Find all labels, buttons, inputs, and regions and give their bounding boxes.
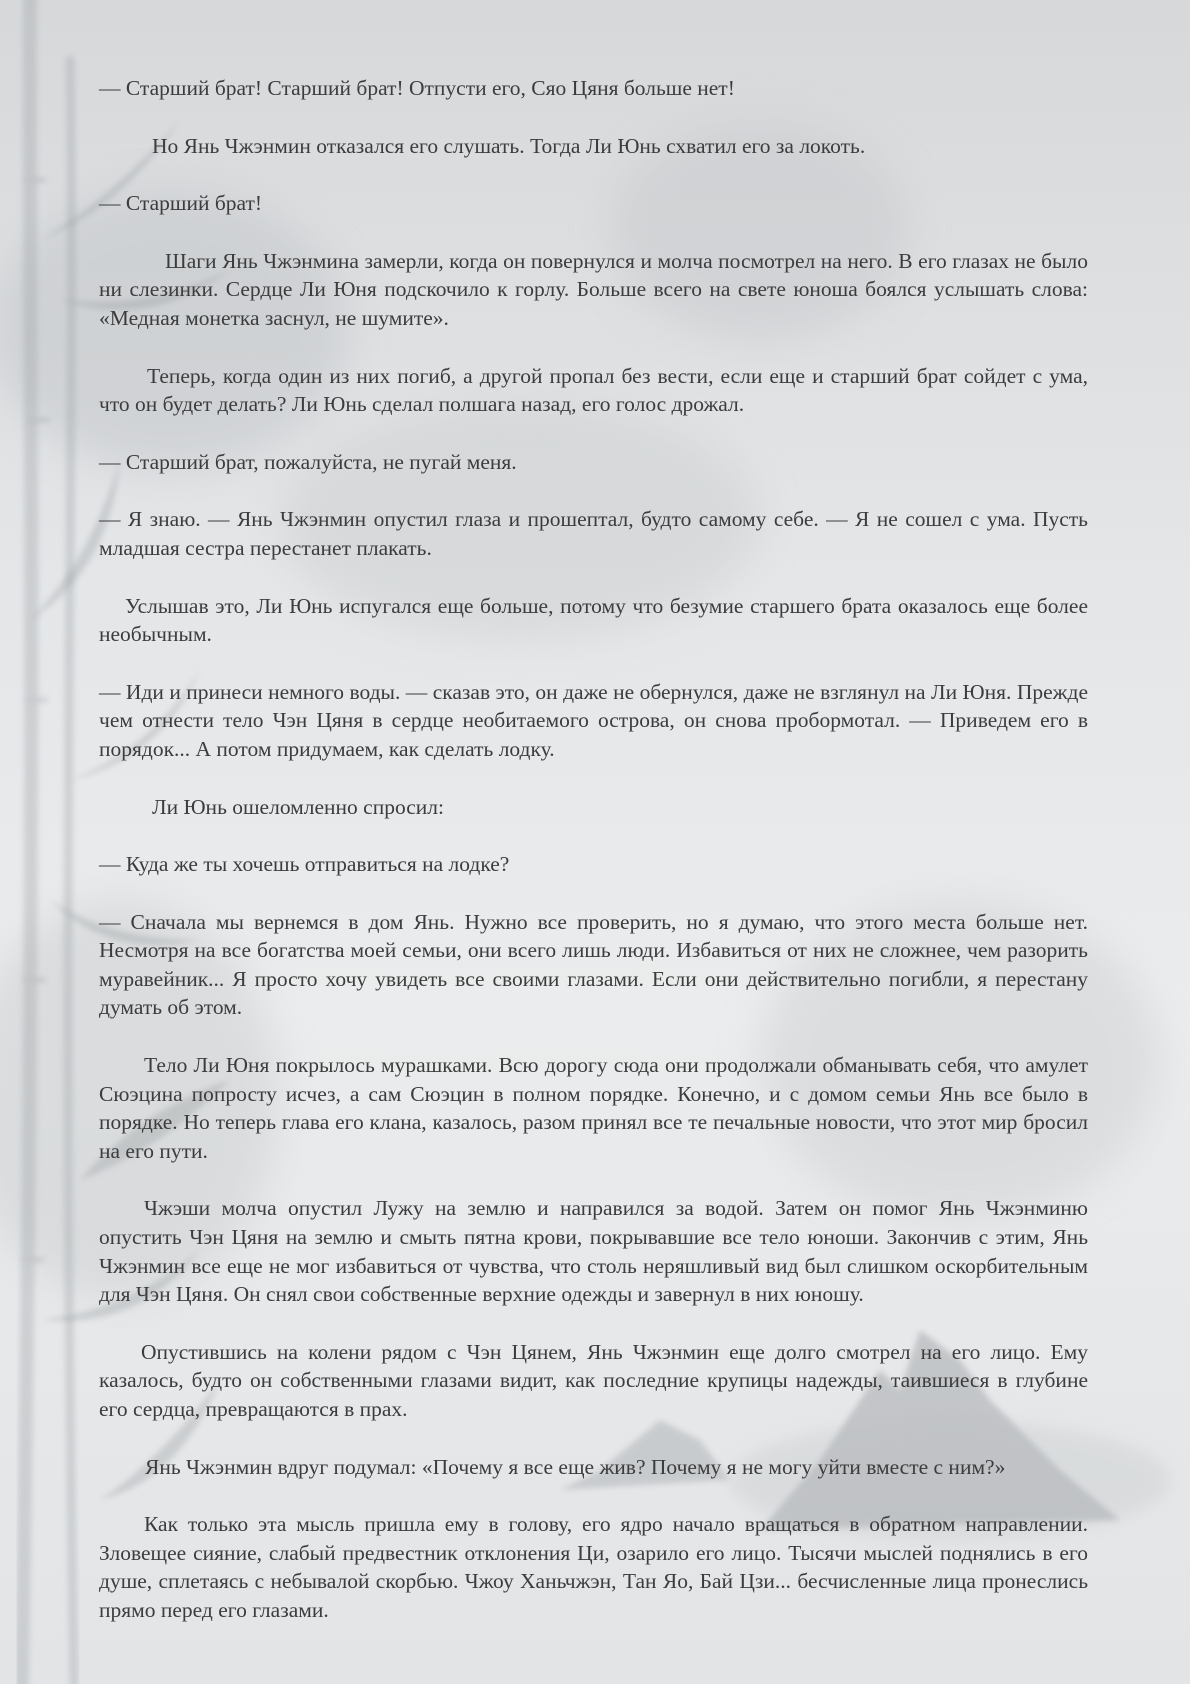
paragraph: Теперь, когда один из них погиб, а другой пропал без вести, если еще и старший брат сойдет с ума, что он будет делать? Ли Юнь сделал полшага назад, его голос дрожал.: [99, 363, 1088, 417]
paragraph: Услышав это, Ли Юнь испугался еще больше, потому что безумие старшего брата оказалось еще более необычным.: [99, 593, 1088, 647]
document-page: [99, 74, 1088, 1654]
paragraph: — Куда же ты хочешь отправиться на лодке?: [99, 852, 510, 877]
paragraph: — Сначала мы вернемся в дом Янь. Нужно все проверить, но я думаю, что этого места больше нет. Несмотря на все богатства моей семьи, они всего лишь люди. Избавиться от них не сложнее, чем разорить муравейник... Я просто хочу увидеть все своими глазами. Если они действительно погибли, я перестану думать об этом.: [99, 909, 1088, 1020]
paragraph: — Старший брат! Старший брат! Отпусти его, Сяо Цяня больше нет!: [99, 76, 735, 100]
paragraph: — Старший брат, пожалуйста, не пугай меня.: [99, 449, 517, 474]
paragraph: Ли Юнь ошеломленно спросил:: [152, 794, 445, 819]
paragraph: Чжэши молча опустил Лужу на землю и направился за водой. Затем он помог Янь Чжэнминю опустить Чэн Цяня на землю и смыть пятна крови, покрывавшие все тело юноши. Закончив с этим, Янь Чжэнмин все еще не мог избавиться от чувства, что столь неряшливый вид был слишком оскорбительным для Чэн Цяня. Он снял свои собственные верхние одежды и завернул в них юношу.: [99, 1196, 1088, 1307]
paragraph: Шаги Янь Чжэнмина замерли, когда он повернулся и молча посмотрел на него. В его глазах не было ни слезинки. Сердце Ли Юня подскочило к горлу. Больше всего на свете юноша боялся услышать слова: «Медная монетка заснул, не шумите».: [99, 248, 1088, 330]
paragraph: Как только эта мысль пришла ему в голову, его ядро начало вращаться в обратном направлении. Зловещее сияние, слабый предвестник отклонения Ци, озарило его лицо. Тысячи мыслей поднялись в его душе, сплетаясь с небывалой скорбью. Чжоу Ханьчжэн, Тан Яо, Бай Цзи... бесчисленные лица пронеслись прямо перед его глазами.: [99, 1512, 1088, 1622]
paragraph: Но Янь Чжэнмин отказался его слушать. Тогда Ли Юнь схватил его за локоть.: [152, 133, 866, 158]
paragraph: — Старший брат!: [99, 191, 263, 216]
paragraph: — Я знаю. — Янь Чжэнмин опустил глаза и прошептал, будто самому себе. — Я не сошел с ума. Пусть младшая сестра перестанет плакать.: [99, 507, 1088, 560]
paragraph: Тело Ли Юня покрылось мурашками. Всю дорогу сюда они продолжали обманывать себя, что амулет Сюэцина попросту исчез, а сам Сюэцин в полном порядке. Конечно, и с домом семьи Янь все было в порядке. Но теперь глава его клана, казалось, разом принял все те печальные новости, что этот мир бросил на его пути.: [99, 1053, 1088, 1163]
paragraph: Опустившись на колени рядом с Чэн Цянем, Янь Чжэнмин еще долго смотрел на его лицо. Ему казалось, будто он собственными глазами видит, как последние крупицы надежды, таившиеся в глубине его сердца, превращаются в прах.: [99, 1339, 1088, 1421]
paragraph: — Иди и принеси немного воды. — сказав это, он даже не обернулся, даже не взглянул на Ли Юня. Прежде чем отнести тело Чэн Цяня в сердце необитаемого острова, он снова пробормотал. — Приведем его в порядок... А потом придумаем, как сделать лодку.: [99, 679, 1088, 761]
paragraph: Янь Чжэнмин вдруг подумал: «Почему я все еще жив? Почему я не могу уйти вместе с ним?»: [145, 1454, 1006, 1479]
